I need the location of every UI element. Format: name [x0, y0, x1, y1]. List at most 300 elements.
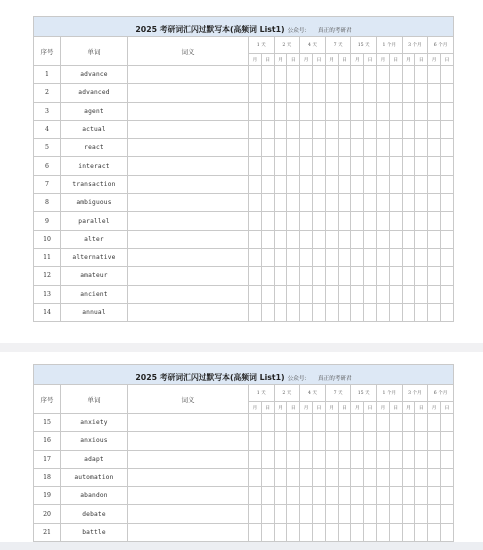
review-date-cell[interactable]: [261, 102, 274, 120]
review-date-cell[interactable]: [338, 102, 351, 120]
review-date-cell[interactable]: [415, 414, 428, 432]
review-date-cell[interactable]: [338, 248, 351, 266]
review-date-cell[interactable]: [389, 523, 402, 541]
review-date-cell[interactable]: [376, 248, 389, 266]
review-date-cell[interactable]: [351, 157, 364, 175]
review-date-cell[interactable]: [312, 66, 325, 84]
review-date-cell[interactable]: [249, 248, 262, 266]
review-date-cell[interactable]: [376, 84, 389, 102]
review-date-cell[interactable]: [428, 230, 441, 248]
review-date-cell[interactable]: [440, 523, 453, 541]
review-date-cell[interactable]: [325, 432, 338, 450]
review-date-cell[interactable]: [249, 303, 262, 321]
review-date-cell[interactable]: [376, 432, 389, 450]
review-date-cell[interactable]: [325, 102, 338, 120]
review-date-cell[interactable]: [376, 285, 389, 303]
review-date-cell[interactable]: [261, 523, 274, 541]
meaning-cell[interactable]: [128, 175, 249, 193]
review-date-cell[interactable]: [300, 414, 313, 432]
review-date-cell[interactable]: [338, 523, 351, 541]
review-date-cell[interactable]: [287, 285, 300, 303]
review-date-cell[interactable]: [287, 450, 300, 468]
review-date-cell[interactable]: [300, 157, 313, 175]
review-date-cell[interactable]: [364, 487, 377, 505]
review-date-cell[interactable]: [274, 267, 287, 285]
review-date-cell[interactable]: [261, 175, 274, 193]
review-date-cell[interactable]: [351, 248, 364, 266]
review-date-cell[interactable]: [428, 139, 441, 157]
review-date-cell[interactable]: [249, 66, 262, 84]
review-date-cell[interactable]: [440, 487, 453, 505]
review-date-cell[interactable]: [338, 175, 351, 193]
review-date-cell[interactable]: [261, 230, 274, 248]
meaning-cell[interactable]: [128, 194, 249, 212]
review-date-cell[interactable]: [274, 212, 287, 230]
review-date-cell[interactable]: [312, 230, 325, 248]
review-date-cell[interactable]: [364, 84, 377, 102]
review-date-cell[interactable]: [312, 212, 325, 230]
review-date-cell[interactable]: [274, 157, 287, 175]
review-date-cell[interactable]: [312, 248, 325, 266]
review-date-cell[interactable]: [402, 175, 415, 193]
review-date-cell[interactable]: [440, 432, 453, 450]
review-date-cell[interactable]: [287, 267, 300, 285]
review-date-cell[interactable]: [325, 194, 338, 212]
review-date-cell[interactable]: [261, 285, 274, 303]
review-date-cell[interactable]: [351, 468, 364, 486]
review-date-cell[interactable]: [440, 450, 453, 468]
review-date-cell[interactable]: [312, 267, 325, 285]
review-date-cell[interactable]: [376, 157, 389, 175]
review-date-cell[interactable]: [389, 84, 402, 102]
review-date-cell[interactable]: [312, 450, 325, 468]
review-date-cell[interactable]: [300, 84, 313, 102]
review-date-cell[interactable]: [440, 66, 453, 84]
review-date-cell[interactable]: [389, 267, 402, 285]
review-date-cell[interactable]: [274, 248, 287, 266]
review-date-cell[interactable]: [428, 175, 441, 193]
review-date-cell[interactable]: [249, 523, 262, 541]
review-date-cell[interactable]: [351, 120, 364, 138]
review-date-cell[interactable]: [428, 523, 441, 541]
review-date-cell[interactable]: [338, 414, 351, 432]
meaning-cell[interactable]: [128, 102, 249, 120]
review-date-cell[interactable]: [351, 432, 364, 450]
review-date-cell[interactable]: [364, 120, 377, 138]
review-date-cell[interactable]: [274, 230, 287, 248]
review-date-cell[interactable]: [274, 120, 287, 138]
review-date-cell[interactable]: [428, 432, 441, 450]
review-date-cell[interactable]: [364, 157, 377, 175]
review-date-cell[interactable]: [338, 139, 351, 157]
review-date-cell[interactable]: [415, 194, 428, 212]
review-date-cell[interactable]: [402, 66, 415, 84]
review-date-cell[interactable]: [428, 66, 441, 84]
review-date-cell[interactable]: [364, 450, 377, 468]
review-date-cell[interactable]: [364, 212, 377, 230]
review-date-cell[interactable]: [312, 120, 325, 138]
review-date-cell[interactable]: [261, 84, 274, 102]
review-date-cell[interactable]: [402, 84, 415, 102]
review-date-cell[interactable]: [415, 84, 428, 102]
review-date-cell[interactable]: [402, 285, 415, 303]
review-date-cell[interactable]: [415, 523, 428, 541]
review-date-cell[interactable]: [274, 414, 287, 432]
meaning-cell[interactable]: [128, 285, 249, 303]
review-date-cell[interactable]: [364, 414, 377, 432]
meaning-cell[interactable]: [128, 450, 249, 468]
review-date-cell[interactable]: [402, 212, 415, 230]
review-date-cell[interactable]: [261, 139, 274, 157]
review-date-cell[interactable]: [376, 230, 389, 248]
meaning-cell[interactable]: [128, 84, 249, 102]
review-date-cell[interactable]: [249, 194, 262, 212]
review-date-cell[interactable]: [261, 212, 274, 230]
meaning-cell[interactable]: [128, 505, 249, 523]
review-date-cell[interactable]: [261, 157, 274, 175]
review-date-cell[interactable]: [351, 450, 364, 468]
review-date-cell[interactable]: [376, 212, 389, 230]
review-date-cell[interactable]: [376, 487, 389, 505]
review-date-cell[interactable]: [376, 303, 389, 321]
review-date-cell[interactable]: [402, 450, 415, 468]
review-date-cell[interactable]: [249, 157, 262, 175]
review-date-cell[interactable]: [338, 450, 351, 468]
review-date-cell[interactable]: [300, 230, 313, 248]
review-date-cell[interactable]: [389, 120, 402, 138]
review-date-cell[interactable]: [249, 230, 262, 248]
review-date-cell[interactable]: [287, 432, 300, 450]
review-date-cell[interactable]: [249, 505, 262, 523]
meaning-cell[interactable]: [128, 120, 249, 138]
review-date-cell[interactable]: [415, 175, 428, 193]
review-date-cell[interactable]: [351, 175, 364, 193]
review-date-cell[interactable]: [261, 450, 274, 468]
review-date-cell[interactable]: [389, 285, 402, 303]
review-date-cell[interactable]: [428, 157, 441, 175]
meaning-cell[interactable]: [128, 523, 249, 541]
review-date-cell[interactable]: [402, 120, 415, 138]
meaning-cell[interactable]: [128, 468, 249, 486]
review-date-cell[interactable]: [428, 487, 441, 505]
review-date-cell[interactable]: [274, 523, 287, 541]
review-date-cell[interactable]: [389, 450, 402, 468]
review-date-cell[interactable]: [415, 102, 428, 120]
review-date-cell[interactable]: [364, 432, 377, 450]
review-date-cell[interactable]: [428, 102, 441, 120]
review-date-cell[interactable]: [415, 285, 428, 303]
review-date-cell[interactable]: [300, 468, 313, 486]
review-date-cell[interactable]: [351, 523, 364, 541]
review-date-cell[interactable]: [325, 303, 338, 321]
review-date-cell[interactable]: [338, 303, 351, 321]
review-date-cell[interactable]: [389, 487, 402, 505]
review-date-cell[interactable]: [325, 267, 338, 285]
review-date-cell[interactable]: [300, 66, 313, 84]
review-date-cell[interactable]: [300, 102, 313, 120]
review-date-cell[interactable]: [338, 267, 351, 285]
review-date-cell[interactable]: [300, 212, 313, 230]
review-date-cell[interactable]: [402, 505, 415, 523]
review-date-cell[interactable]: [376, 267, 389, 285]
review-date-cell[interactable]: [249, 267, 262, 285]
review-date-cell[interactable]: [440, 102, 453, 120]
review-date-cell[interactable]: [338, 84, 351, 102]
review-date-cell[interactable]: [338, 230, 351, 248]
review-date-cell[interactable]: [249, 414, 262, 432]
review-date-cell[interactable]: [261, 487, 274, 505]
review-date-cell[interactable]: [325, 505, 338, 523]
review-date-cell[interactable]: [312, 505, 325, 523]
review-date-cell[interactable]: [338, 487, 351, 505]
review-date-cell[interactable]: [274, 505, 287, 523]
review-date-cell[interactable]: [274, 66, 287, 84]
review-date-cell[interactable]: [428, 267, 441, 285]
review-date-cell[interactable]: [351, 194, 364, 212]
review-date-cell[interactable]: [261, 432, 274, 450]
review-date-cell[interactable]: [338, 157, 351, 175]
meaning-cell[interactable]: [128, 432, 249, 450]
review-date-cell[interactable]: [249, 120, 262, 138]
review-date-cell[interactable]: [274, 84, 287, 102]
review-date-cell[interactable]: [287, 84, 300, 102]
meaning-cell[interactable]: [128, 212, 249, 230]
review-date-cell[interactable]: [274, 303, 287, 321]
review-date-cell[interactable]: [376, 139, 389, 157]
review-date-cell[interactable]: [249, 468, 262, 486]
review-date-cell[interactable]: [351, 414, 364, 432]
review-date-cell[interactable]: [300, 450, 313, 468]
review-date-cell[interactable]: [415, 487, 428, 505]
review-date-cell[interactable]: [402, 139, 415, 157]
review-date-cell[interactable]: [300, 139, 313, 157]
review-date-cell[interactable]: [249, 175, 262, 193]
review-date-cell[interactable]: [312, 414, 325, 432]
review-date-cell[interactable]: [440, 285, 453, 303]
review-date-cell[interactable]: [312, 84, 325, 102]
review-date-cell[interactable]: [351, 66, 364, 84]
review-date-cell[interactable]: [287, 194, 300, 212]
review-date-cell[interactable]: [325, 66, 338, 84]
review-date-cell[interactable]: [287, 212, 300, 230]
review-date-cell[interactable]: [415, 432, 428, 450]
review-date-cell[interactable]: [274, 468, 287, 486]
review-date-cell[interactable]: [351, 230, 364, 248]
review-date-cell[interactable]: [428, 212, 441, 230]
review-date-cell[interactable]: [428, 468, 441, 486]
review-date-cell[interactable]: [389, 212, 402, 230]
review-date-cell[interactable]: [402, 523, 415, 541]
review-date-cell[interactable]: [325, 84, 338, 102]
review-date-cell[interactable]: [402, 102, 415, 120]
review-date-cell[interactable]: [312, 285, 325, 303]
review-date-cell[interactable]: [287, 139, 300, 157]
review-date-cell[interactable]: [287, 414, 300, 432]
review-date-cell[interactable]: [440, 414, 453, 432]
review-date-cell[interactable]: [415, 157, 428, 175]
review-date-cell[interactable]: [312, 102, 325, 120]
review-date-cell[interactable]: [261, 66, 274, 84]
review-date-cell[interactable]: [312, 487, 325, 505]
review-date-cell[interactable]: [364, 303, 377, 321]
review-date-cell[interactable]: [274, 432, 287, 450]
review-date-cell[interactable]: [274, 102, 287, 120]
review-date-cell[interactable]: [364, 230, 377, 248]
review-date-cell[interactable]: [351, 267, 364, 285]
review-date-cell[interactable]: [338, 66, 351, 84]
review-date-cell[interactable]: [415, 66, 428, 84]
review-date-cell[interactable]: [261, 248, 274, 266]
review-date-cell[interactable]: [402, 414, 415, 432]
review-date-cell[interactable]: [249, 285, 262, 303]
review-date-cell[interactable]: [249, 84, 262, 102]
review-date-cell[interactable]: [287, 66, 300, 84]
review-date-cell[interactable]: [376, 102, 389, 120]
review-date-cell[interactable]: [287, 102, 300, 120]
meaning-cell[interactable]: [128, 157, 249, 175]
meaning-cell[interactable]: [128, 139, 249, 157]
review-date-cell[interactable]: [287, 505, 300, 523]
review-date-cell[interactable]: [351, 487, 364, 505]
review-date-cell[interactable]: [325, 212, 338, 230]
review-date-cell[interactable]: [428, 194, 441, 212]
review-date-cell[interactable]: [325, 120, 338, 138]
review-date-cell[interactable]: [325, 175, 338, 193]
review-date-cell[interactable]: [300, 432, 313, 450]
review-date-cell[interactable]: [351, 212, 364, 230]
review-date-cell[interactable]: [402, 432, 415, 450]
review-date-cell[interactable]: [325, 157, 338, 175]
review-date-cell[interactable]: [274, 285, 287, 303]
review-date-cell[interactable]: [325, 285, 338, 303]
review-date-cell[interactable]: [402, 267, 415, 285]
review-date-cell[interactable]: [376, 450, 389, 468]
review-date-cell[interactable]: [364, 505, 377, 523]
review-date-cell[interactable]: [249, 102, 262, 120]
review-date-cell[interactable]: [389, 157, 402, 175]
meaning-cell[interactable]: [128, 230, 249, 248]
review-date-cell[interactable]: [415, 120, 428, 138]
review-date-cell[interactable]: [428, 248, 441, 266]
review-date-cell[interactable]: [351, 505, 364, 523]
review-date-cell[interactable]: [274, 487, 287, 505]
review-date-cell[interactable]: [287, 230, 300, 248]
review-date-cell[interactable]: [274, 139, 287, 157]
review-date-cell[interactable]: [415, 248, 428, 266]
review-date-cell[interactable]: [287, 120, 300, 138]
review-date-cell[interactable]: [428, 84, 441, 102]
review-date-cell[interactable]: [338, 194, 351, 212]
review-date-cell[interactable]: [300, 175, 313, 193]
review-date-cell[interactable]: [300, 285, 313, 303]
review-date-cell[interactable]: [440, 248, 453, 266]
review-date-cell[interactable]: [428, 505, 441, 523]
review-date-cell[interactable]: [261, 468, 274, 486]
review-date-cell[interactable]: [312, 139, 325, 157]
review-date-cell[interactable]: [415, 267, 428, 285]
review-date-cell[interactable]: [300, 523, 313, 541]
review-date-cell[interactable]: [249, 450, 262, 468]
review-date-cell[interactable]: [440, 505, 453, 523]
review-date-cell[interactable]: [338, 468, 351, 486]
review-date-cell[interactable]: [440, 303, 453, 321]
review-date-cell[interactable]: [440, 230, 453, 248]
review-date-cell[interactable]: [402, 157, 415, 175]
meaning-cell[interactable]: [128, 248, 249, 266]
review-date-cell[interactable]: [440, 212, 453, 230]
review-date-cell[interactable]: [287, 248, 300, 266]
review-date-cell[interactable]: [428, 285, 441, 303]
review-date-cell[interactable]: [389, 414, 402, 432]
review-date-cell[interactable]: [312, 468, 325, 486]
review-date-cell[interactable]: [402, 487, 415, 505]
review-date-cell[interactable]: [338, 505, 351, 523]
review-date-cell[interactable]: [325, 230, 338, 248]
review-date-cell[interactable]: [312, 194, 325, 212]
meaning-cell[interactable]: [128, 487, 249, 505]
review-date-cell[interactable]: [338, 212, 351, 230]
review-date-cell[interactable]: [338, 285, 351, 303]
review-date-cell[interactable]: [389, 139, 402, 157]
review-date-cell[interactable]: [415, 450, 428, 468]
review-date-cell[interactable]: [312, 432, 325, 450]
review-date-cell[interactable]: [415, 230, 428, 248]
review-date-cell[interactable]: [351, 139, 364, 157]
review-date-cell[interactable]: [274, 175, 287, 193]
review-date-cell[interactable]: [415, 303, 428, 321]
review-date-cell[interactable]: [351, 84, 364, 102]
review-date-cell[interactable]: [325, 468, 338, 486]
review-date-cell[interactable]: [325, 139, 338, 157]
review-date-cell[interactable]: [300, 267, 313, 285]
review-date-cell[interactable]: [364, 102, 377, 120]
review-date-cell[interactable]: [351, 303, 364, 321]
review-date-cell[interactable]: [389, 102, 402, 120]
review-date-cell[interactable]: [364, 523, 377, 541]
review-date-cell[interactable]: [261, 414, 274, 432]
review-date-cell[interactable]: [300, 505, 313, 523]
review-date-cell[interactable]: [389, 66, 402, 84]
review-date-cell[interactable]: [249, 432, 262, 450]
review-date-cell[interactable]: [364, 267, 377, 285]
review-date-cell[interactable]: [428, 414, 441, 432]
review-date-cell[interactable]: [389, 303, 402, 321]
review-date-cell[interactable]: [389, 175, 402, 193]
review-date-cell[interactable]: [402, 248, 415, 266]
review-date-cell[interactable]: [351, 102, 364, 120]
review-date-cell[interactable]: [440, 194, 453, 212]
review-date-cell[interactable]: [287, 157, 300, 175]
review-date-cell[interactable]: [376, 120, 389, 138]
review-date-cell[interactable]: [440, 157, 453, 175]
review-date-cell[interactable]: [389, 468, 402, 486]
review-date-cell[interactable]: [415, 139, 428, 157]
review-date-cell[interactable]: [376, 523, 389, 541]
review-date-cell[interactable]: [428, 450, 441, 468]
review-date-cell[interactable]: [440, 175, 453, 193]
review-date-cell[interactable]: [389, 432, 402, 450]
review-date-cell[interactable]: [376, 175, 389, 193]
review-date-cell[interactable]: [364, 66, 377, 84]
review-date-cell[interactable]: [325, 523, 338, 541]
meaning-cell[interactable]: [128, 303, 249, 321]
review-date-cell[interactable]: [287, 303, 300, 321]
review-date-cell[interactable]: [389, 194, 402, 212]
review-date-cell[interactable]: [261, 120, 274, 138]
review-date-cell[interactable]: [376, 505, 389, 523]
review-date-cell[interactable]: [287, 487, 300, 505]
review-date-cell[interactable]: [338, 432, 351, 450]
